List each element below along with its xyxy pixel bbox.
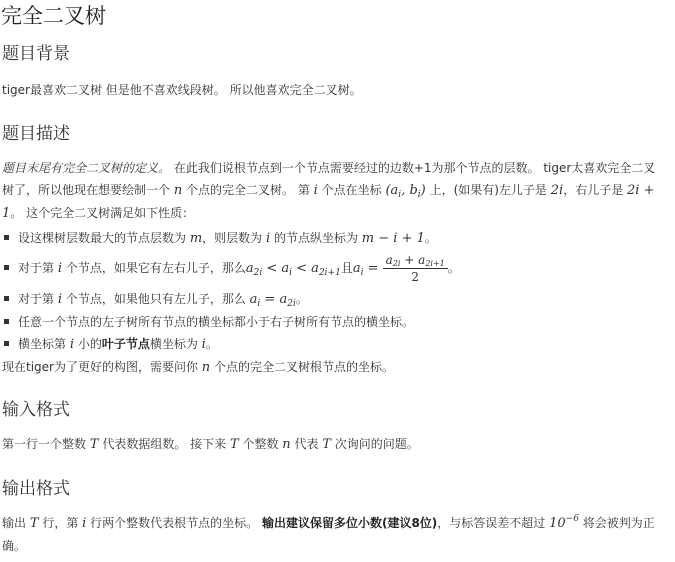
property-list: [0, 227, 664, 356]
bullet-icon: [4, 341, 9, 346]
definition-note: 题目末尾有完全二叉树的定义。: [2, 161, 171, 175]
fraction: $\frac{a_{2i} + a_{2i+1}}{2}$: [383, 253, 448, 284]
precision-note: 输出建议保留多位小数(建议8位): [261, 516, 438, 530]
coordinate-math: ($a_i$, $b_i$): [385, 183, 426, 200]
list-item: 对于第 i 个节点，如果它有左右儿子，那么$a_{2i} < a_i < a_{2i+1}$且$a_i$ = $\frac{a_{2i} + a_{2i+1}}{2}$ 。: [0, 250, 664, 288]
list-item: 横坐标第 i 小的叶子节点横坐标为 i。: [0, 333, 664, 356]
input-text: 第一行一个整数 T 代表数据组数。 接下来 T 个整数 n 代表 T 次询问的问题。: [2, 437, 419, 452]
output-heading: 输出格式: [2, 479, 70, 499]
list-item: 任意一个节点的左子树所有节点的横坐标都小于右子树所有节点的横坐标。: [0, 311, 664, 333]
description-closing: 现在tiger为了更好的构图，需要问你 n 个点的完全二叉树根节点的坐标。: [2, 360, 394, 375]
description-paragraph: 题目末尾有完全二叉树的定义。 在此我们说根节点到一个节点需要经过的边数+1为那个节点的层数。 tiger太喜欢完全二叉树了，所以他现在想要绘制一个 n 个点的完全二叉树。 第 i 个点在坐标 ($a_i$, $b_i$) 上，(如果有)左儿子是 2i，右儿子是 2i + 1。 这个完全二叉树满足如下性质：: [2, 161, 656, 221]
background-text: tiger最喜欢二叉树 但是他不喜欢线段树。 所以他喜欢完全二叉树。: [2, 83, 362, 97]
leaf-node-term: 叶子节点: [101, 337, 150, 351]
description-heading: 题目描述: [2, 124, 70, 144]
page-title: 完全二叉树: [1, 4, 106, 28]
bullet-icon: [4, 235, 9, 240]
bullet-icon: [4, 296, 9, 301]
bullet-icon: [4, 265, 9, 270]
list-item: 对于第 i 个节点，如果他只有左儿子，那么 $a_i = a_{2i}$。: [0, 288, 664, 311]
list-item: 设这棵树层数最大的节点层数为 m，则层数为 i 的节点纵坐标为 m − i + 1。: [0, 227, 664, 250]
bullet-icon: [4, 319, 9, 324]
output-text: 输出 T 行，第 i 行两个整数代表根节点的坐标。 输出建议保留多位小数(建议8位)，与标答误差不超过 $10^{-6}$ 将会被判为正确。: [2, 514, 655, 553]
background-heading: 题目背景: [2, 44, 70, 64]
input-heading: 输入格式: [2, 400, 70, 420]
